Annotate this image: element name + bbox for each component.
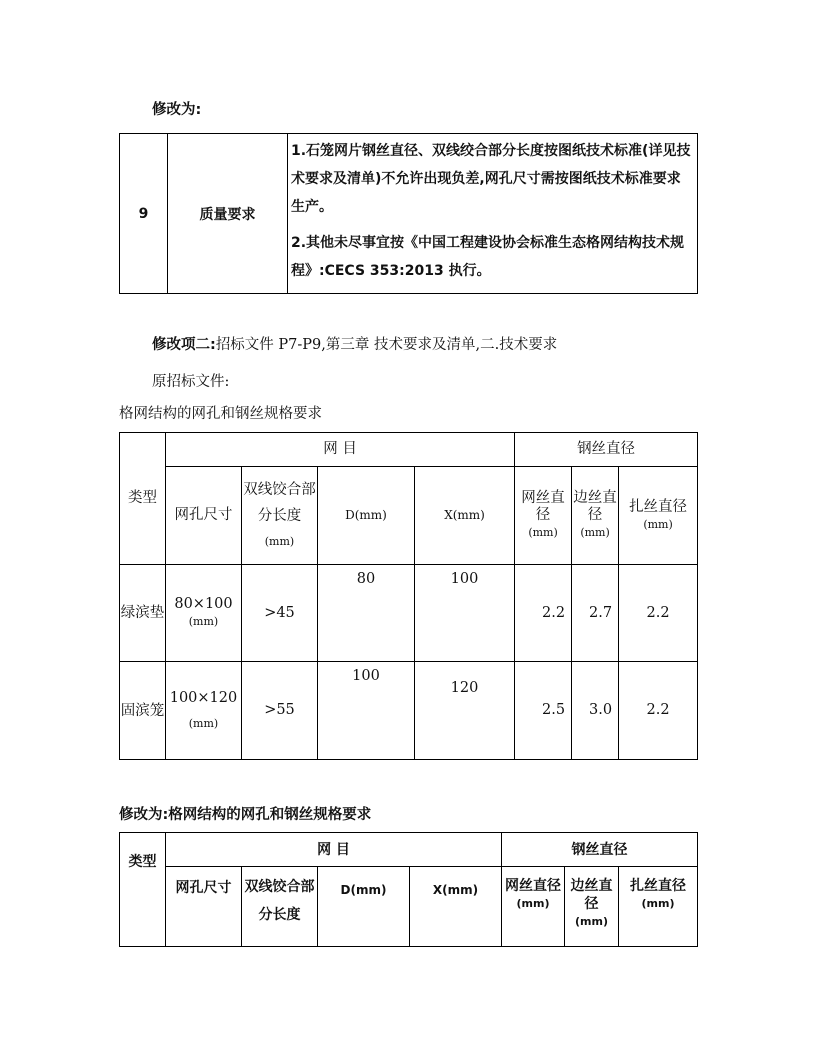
requirement-2: 2.其他未尽事宜按《中国工程建设协会标准生态格网结构技术规程》:CECS 353:2013 执行。	[291, 235, 685, 279]
quality-requirement-table	[119, 133, 698, 294]
edge-wire-header	[565, 867, 619, 947]
d-header: D(mm)	[318, 867, 410, 947]
row-hole-size	[166, 662, 242, 760]
edge-wire-header	[572, 467, 619, 565]
x-header: X(mm)	[410, 867, 502, 947]
row-type: 固滨笼	[120, 662, 166, 760]
row-x: 120	[415, 662, 515, 760]
mesh-wire-unit: (mm)	[528, 526, 558, 539]
row-hole-unit: (mm)	[188, 716, 219, 730]
row-twist: >45	[242, 565, 318, 662]
edge-wire-unit: (mm)	[580, 526, 610, 539]
twist-length-label: 双线饺合部分长度	[243, 481, 316, 524]
tie-wire-unit: (mm)	[643, 517, 673, 531]
mesh-wire-unit: (mm)	[516, 897, 550, 910]
twist-length-header	[242, 467, 318, 565]
row-mesh-wire: 2.5	[515, 662, 572, 760]
requirement-1: 1.石笼网片钢丝直径、双线绞合部分长度按图纸技术标准(详见技术要求及清单)不允许出现负差,网孔尺寸需按图纸技术标准要求生产。	[291, 143, 691, 215]
wire-diameter-header: 钢丝直径	[502, 833, 698, 867]
tie-wire-header	[619, 467, 698, 565]
original-spec-table	[119, 432, 698, 760]
twist-length-unit: (mm)	[264, 534, 295, 548]
row-twist: >55	[242, 662, 318, 760]
wire-diameter-header: 钢丝直径	[515, 433, 698, 467]
mesh-wire-label: 网丝直径	[521, 490, 565, 523]
edge-wire-label: 边丝直径	[573, 490, 617, 523]
type-header: 类型	[120, 833, 166, 947]
section2-heading	[152, 333, 557, 354]
item-name: 质量要求	[168, 134, 288, 294]
row-hole-value: 100×120	[169, 689, 238, 706]
requirement-cell	[288, 134, 698, 294]
section1-heading: 修改为:	[152, 102, 202, 118]
row-number: 9	[120, 134, 168, 294]
row-edge-wire: 3.0	[572, 662, 619, 760]
row-d: 80	[318, 565, 415, 662]
edge-wire-unit: (mm)	[575, 915, 608, 928]
tie-wire-unit: (mm)	[641, 897, 675, 910]
section2-heading-text: 招标文件 P7-P9,第三章 技术要求及清单,二.技术要求	[215, 337, 558, 353]
x-header: X(mm)	[415, 467, 515, 565]
row-hole-value: 80×100	[174, 596, 233, 612]
row-hole-unit: (mm)	[188, 615, 219, 628]
hole-size-header: 网孔尺寸	[166, 867, 242, 947]
type-header: 类型	[120, 433, 166, 565]
mesh-header: 网 目	[166, 833, 502, 867]
tie-wire-label: 扎丝直径	[629, 498, 688, 515]
d-header: D(mm)	[318, 467, 415, 565]
row-type: 绿滨垫	[120, 565, 166, 662]
hole-size-header: 网孔尺寸	[166, 467, 242, 565]
revised-spec-table	[119, 832, 698, 947]
section3-heading: 修改为:格网结构的网孔和钢丝规格要求	[119, 807, 372, 823]
row-tie-wire: 2.2	[619, 662, 698, 760]
table-row	[120, 662, 698, 760]
row-tie-wire: 2.2	[619, 565, 698, 662]
tie-wire-header	[619, 867, 698, 947]
mesh-wire-header	[515, 467, 572, 565]
table-caption: 格网结构的网孔和钢丝规格要求	[119, 406, 322, 422]
mesh-wire-header	[502, 867, 565, 947]
row-x: 100	[415, 565, 515, 662]
row-d: 100	[318, 662, 415, 760]
mesh-wire-label: 网丝直径	[505, 878, 561, 894]
section2-heading-label: 修改项二:	[152, 337, 216, 353]
mesh-header: 网 目	[166, 433, 515, 467]
edge-wire-label: 边丝直径	[570, 878, 613, 912]
twist-length-header: 双线饺合部分长度	[242, 867, 318, 947]
original-label: 原招标文件:	[152, 374, 230, 390]
row-mesh-wire: 2.2	[515, 565, 572, 662]
table-row	[120, 565, 698, 662]
tie-wire-label: 扎丝直径	[630, 878, 686, 894]
row-hole-size	[166, 565, 242, 662]
row-edge-wire: 2.7	[572, 565, 619, 662]
